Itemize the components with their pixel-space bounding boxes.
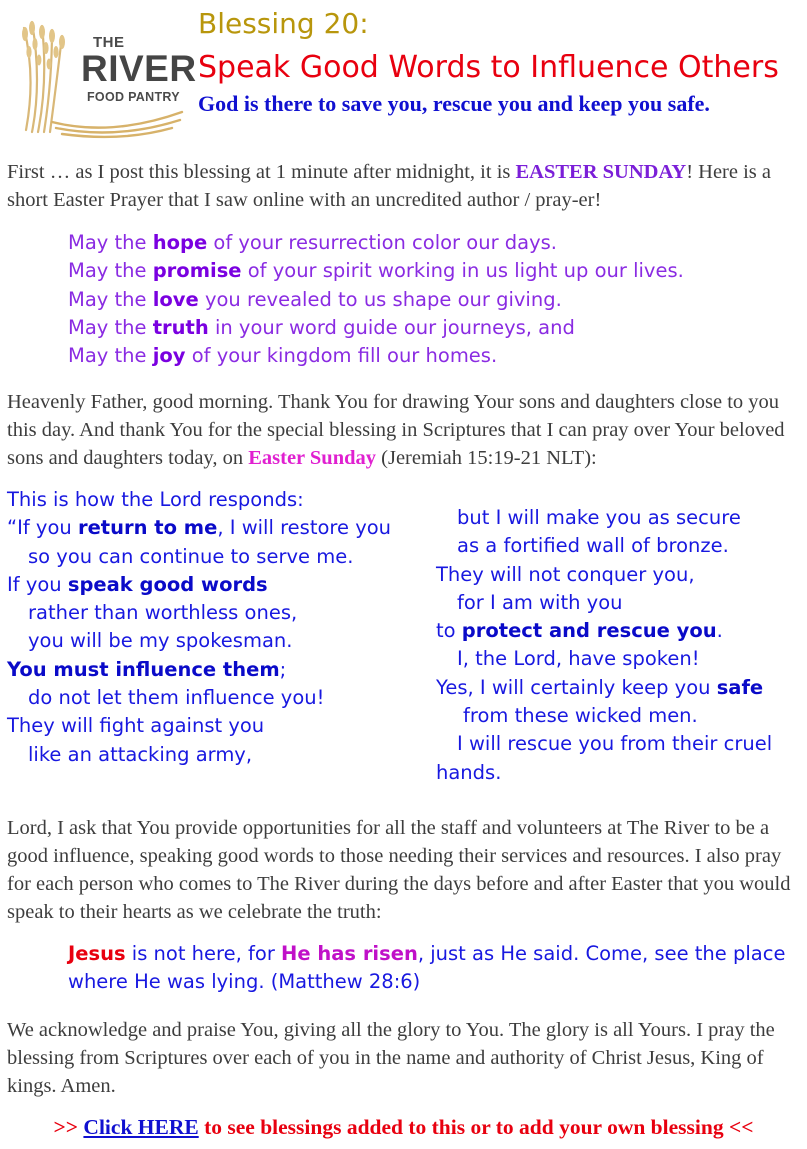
scripture-line: to protect and rescue you.	[436, 619, 723, 643]
scripture-line: I, the Lord, have spoken!	[457, 647, 700, 671]
scripture-line: Yes, I will certainly keep you safe	[436, 675, 764, 699]
scripture-line: you will be my spokesman.	[28, 629, 293, 653]
scripture-line: as a fortified wall of bronze.	[457, 534, 729, 558]
scripture-line: from these wicked men.	[463, 704, 698, 728]
intro-paragraph	[7, 158, 802, 214]
scripture-left-column	[7, 486, 407, 769]
easter-sunday-highlight: Easter Sunday	[248, 447, 377, 469]
logo-river: RIVER	[81, 48, 197, 89]
intro-text: First … as I post this blessing at 1 minute after midnight, it is	[7, 161, 516, 183]
closing-paragraph: We acknowledge and praise You, giving all the glory to You. The glory is all Yours. I pray the blessing from Scriptures over each of you in the name and authority of Christ Jesus, King of kings. Amen.	[7, 1019, 775, 1097]
blessing-subtitle: God is there to save you, rescue you and keep you safe.	[198, 91, 710, 116]
matthew-quote: Jesus is not here, for He has risen, just as He said. Come, see the place where He was lying. (Matthew 28:6)	[68, 942, 786, 994]
scripture-line: do not let them influence you!	[28, 686, 325, 710]
river-food-pantry-logo	[22, 12, 197, 140]
prayer-line: May the promise of your spirit working in us light up our lives.	[68, 259, 684, 283]
header	[0, 0, 807, 145]
scripture-line: “If you return to me, I will restore you	[7, 516, 392, 540]
scripture-line: rather than worthless ones,	[28, 601, 298, 625]
scripture-line: If you speak good words	[7, 572, 268, 596]
logo-the: THE	[93, 34, 125, 51]
easter-prayer	[68, 229, 684, 370]
para2-text: Heavenly Father, good morning. Thank You for drawing Your sons and daughters close to you this day. And thank You for the special blessing in Scriptures that I can pray over Your beloved sons and daughters today, on	[7, 391, 785, 469]
blessing-title: Speak Good Words to Influence Others	[198, 50, 779, 85]
jesus-emphasis: Jesus	[68, 942, 126, 965]
footer-cta: >> Click HERE to see blessings added to this or to add your own blessing <<	[53, 1115, 754, 1139]
scripture-line: They will not conquer you,	[436, 562, 695, 586]
scripture-line: for I am with you	[457, 590, 623, 614]
scripture-right-column	[436, 504, 806, 787]
prayer-line: May the love you revealed to us shape our giving.	[68, 287, 562, 311]
scripture-line: I will rescue you from their cruel	[457, 732, 773, 756]
para2-reference: (Jeremiah 15:19-21 NLT):	[376, 447, 597, 469]
scripture-line: You must influence them;	[7, 657, 287, 681]
scripture-line: This is how the Lord responds:	[7, 488, 304, 511]
click-here-link[interactable]: Click HERE	[83, 1115, 199, 1139]
scripture-line: like an attacking army,	[28, 742, 253, 766]
heavenly-father-paragraph	[7, 388, 802, 472]
scripture-line: so you can continue to serve me.	[28, 544, 354, 568]
blessing-number-title: Blessing 20:	[198, 7, 369, 40]
easter-sunday-emphasis: EASTER SUNDAY	[515, 161, 687, 183]
lord-i-ask-paragraph: Lord, I ask that You provide opportunities for all the staff and volunteers at The River to be a good influence, speaking good words to those needing their services and resources. I also pray for each person who comes to The River during the days before and after Easter that you would speak to their hearts as we celebrate the truth:	[7, 817, 791, 923]
scripture-line: but I will make you as secure	[457, 506, 741, 529]
prayer-line: May the truth in your word guide our journeys, and	[68, 315, 575, 339]
intro-text-after: ! Here is a short Easter Prayer that I saw online with an uncredited author / pray-er!	[7, 161, 772, 211]
scripture-line: They will fight against you	[7, 714, 265, 738]
he-has-risen-emphasis: He has risen	[281, 942, 418, 965]
prayer-line: May the hope of your resurrection color our days.	[68, 231, 558, 254]
scripture-line: hands.	[436, 760, 502, 784]
prayer-line: May the joy of your kingdom fill our homes.	[68, 344, 498, 368]
logo-pantry: FOOD PANTRY	[87, 90, 180, 104]
